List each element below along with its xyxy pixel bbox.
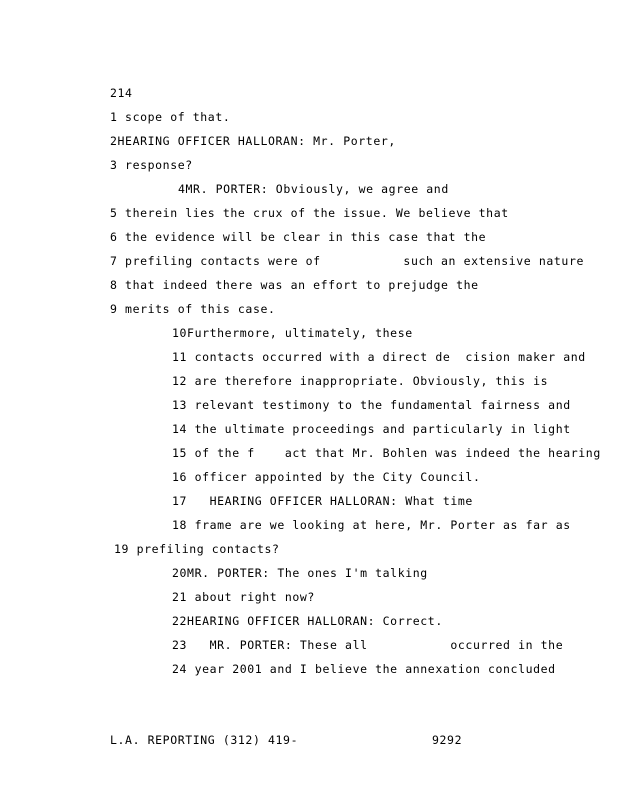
transcript-line: 6 the evidence will be clear in this case that the [110, 230, 487, 244]
footer-phone-suffix: 9292 [432, 733, 463, 747]
transcript-line: 2HEARING OFFICER HALLORAN: Mr. Porter, [110, 134, 396, 148]
transcript-line: 14 the ultimate proceedings and particularly in light [172, 422, 571, 436]
transcript-line: 4MR. PORTER: Obviously, we agree and [178, 182, 449, 196]
transcript-line: 8 that indeed there was an effort to prejudge the [110, 278, 479, 292]
transcript-line: 24 year 2001 and I believe the annexation concluded [172, 662, 556, 676]
transcript-line: 18 frame are we looking at here, Mr. Porter as far as [172, 518, 571, 532]
transcript-line: 22HEARING OFFICER HALLORAN: Correct. [172, 614, 443, 628]
transcript-line: 9 merits of this case. [110, 302, 276, 316]
transcript-line: 11 contacts occurred with a direct de cision maker and [172, 350, 586, 364]
transcript-line: 5 therein lies the crux of the issue. We believe that [110, 206, 509, 220]
transcript-line: 10Furthermore, ultimately, these [172, 326, 413, 340]
transcript-line: 17 HEARING OFFICER HALLORAN: What time [172, 494, 473, 508]
transcript-line: 7 prefiling contacts were of such an extensive nature [110, 254, 584, 268]
transcript-line: 1 scope of that. [110, 110, 231, 124]
footer-reporter: L.A. REPORTING (312) 419- [110, 733, 299, 747]
transcript-line: 16 officer appointed by the City Council. [172, 470, 481, 484]
transcript-line: 12 are therefore inappropriate. Obviously, this is [172, 374, 549, 388]
transcript-line: 15 of the f act that Mr. Bohlen was indeed the hearing [172, 446, 601, 460]
transcript-line: 3 response? [110, 158, 193, 172]
transcript-line: 19 prefiling contacts? [114, 542, 280, 556]
transcript-line: 20MR. PORTER: The ones I'm talking [172, 566, 428, 580]
transcript-line: 23 MR. PORTER: These all occurred in the [172, 638, 564, 652]
page-number: 214 [110, 86, 133, 100]
transcript-line: 21 about right now? [172, 590, 315, 604]
transcript-line: 13 relevant testimony to the fundamental fairness and [172, 398, 571, 412]
